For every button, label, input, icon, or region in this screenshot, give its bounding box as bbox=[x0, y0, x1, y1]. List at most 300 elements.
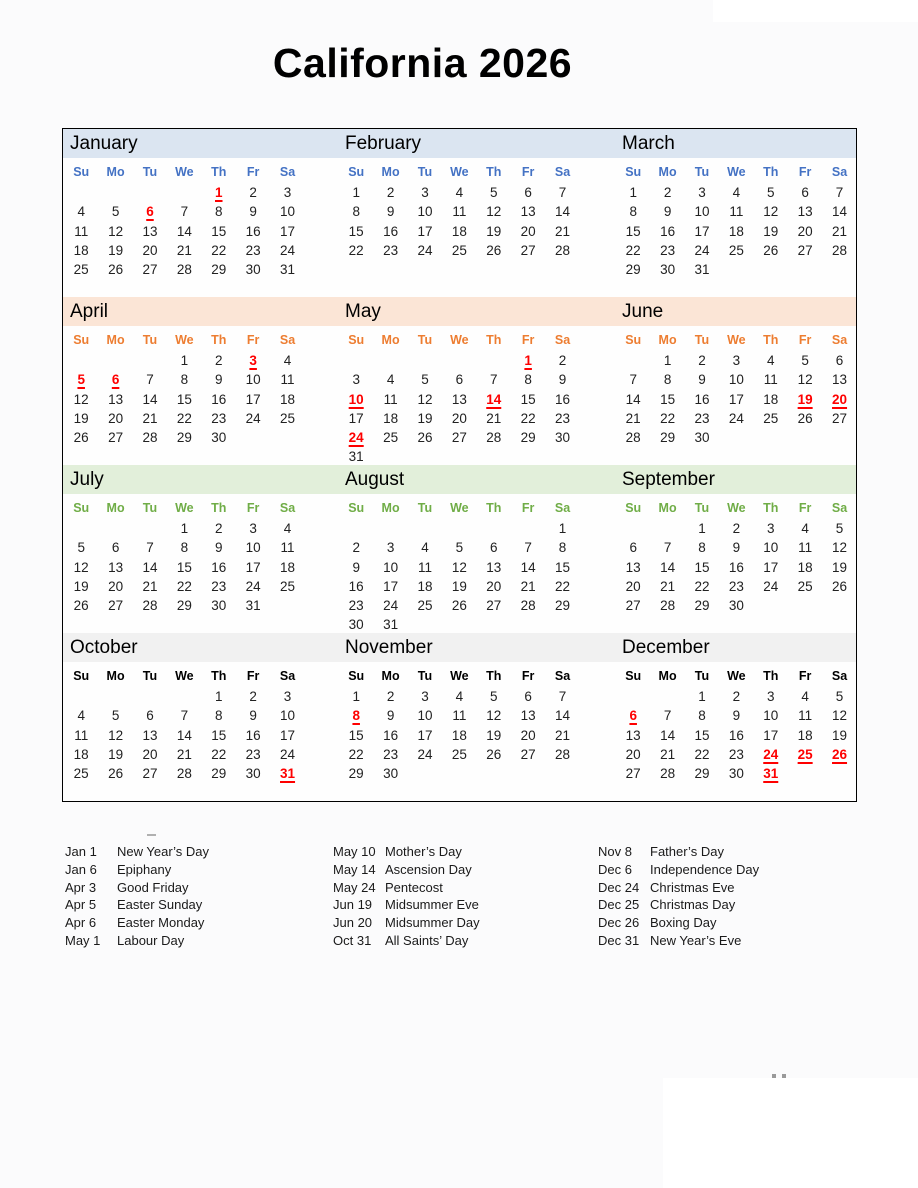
day-cell: 26 bbox=[797, 410, 813, 426]
day-cell: 7 bbox=[146, 372, 154, 388]
weekday-label: Mo bbox=[658, 669, 677, 683]
day-cell: 12 bbox=[108, 223, 124, 239]
day-cell: 21 bbox=[660, 746, 676, 762]
day-cell: 9 bbox=[558, 372, 567, 388]
day-cell: 26 bbox=[763, 242, 779, 258]
day-cell: 4 bbox=[77, 708, 85, 724]
day-cell: 12 bbox=[73, 391, 89, 407]
day-cell: 5 bbox=[111, 204, 120, 220]
day-cell: 15 bbox=[555, 559, 571, 575]
day-cell: 21 bbox=[832, 223, 848, 239]
day-cell: 9 bbox=[732, 540, 741, 556]
day-grid bbox=[64, 351, 338, 467]
day-cell: 26 bbox=[417, 430, 433, 446]
day-cell: 21 bbox=[142, 578, 158, 594]
day-cell: 24 bbox=[280, 746, 296, 762]
day-cell: 13 bbox=[486, 559, 502, 575]
day-cell: 10 bbox=[763, 708, 779, 724]
day-cell: 9 bbox=[663, 204, 672, 220]
day-cell: 12 bbox=[486, 204, 502, 220]
day-cell: 2 bbox=[663, 185, 672, 200]
day-cell: 15 bbox=[520, 391, 536, 407]
empty-cell bbox=[133, 519, 167, 538]
day-cell: 9 bbox=[215, 540, 223, 556]
empty-cell bbox=[511, 615, 545, 634]
page-title: California 2026 bbox=[272, 40, 573, 86]
day-cell: 15 bbox=[211, 727, 227, 743]
holiday-day-cell: 14 bbox=[486, 391, 502, 407]
day-cell: 28 bbox=[555, 242, 571, 258]
legend-date: Apr 6 bbox=[65, 915, 97, 931]
day-cell: 25 bbox=[383, 430, 399, 446]
weekday-label: Fr bbox=[246, 165, 260, 179]
weekday-label: Su bbox=[348, 333, 365, 347]
weekday-label: Sa bbox=[831, 333, 848, 347]
empty-cell bbox=[202, 279, 236, 298]
weekday-label: Mo bbox=[106, 333, 125, 347]
weekday-label: Su bbox=[625, 669, 642, 683]
empty-cell bbox=[788, 764, 822, 783]
month-title-august: August bbox=[345, 469, 405, 490]
weekday-label: We bbox=[175, 501, 194, 515]
day-cell: 6 bbox=[629, 540, 637, 556]
empty-cell bbox=[822, 783, 856, 802]
empty-cell bbox=[616, 615, 650, 634]
empty-cell bbox=[788, 279, 822, 298]
weekday-label: Fr bbox=[798, 501, 812, 515]
title-area bbox=[0, 40, 845, 87]
day-cell: 7 bbox=[558, 185, 567, 200]
day-cell: 18 bbox=[280, 391, 296, 407]
weekday-label: Su bbox=[625, 165, 642, 179]
day-cell: 3 bbox=[421, 689, 429, 704]
day-cell: 7 bbox=[835, 185, 844, 200]
empty-cell bbox=[650, 447, 684, 466]
weekday-label: Fr bbox=[521, 165, 535, 179]
empty-cell bbox=[64, 519, 98, 538]
month-title-may: May bbox=[345, 301, 381, 322]
day-cell: 20 bbox=[797, 223, 813, 239]
legend-holiday-name: Good Friday bbox=[117, 879, 189, 895]
legend-date: Jun 20 bbox=[333, 915, 373, 931]
empty-cell bbox=[202, 783, 236, 802]
day-cell: 22 bbox=[660, 410, 676, 426]
day-cell: 11 bbox=[798, 540, 813, 556]
day-cell: 24 bbox=[728, 410, 744, 426]
empty-cell bbox=[788, 596, 822, 615]
weekday-label: Tu bbox=[694, 501, 710, 515]
empty-cell bbox=[650, 615, 684, 634]
empty-cell bbox=[270, 615, 304, 634]
day-cell: 20 bbox=[108, 578, 124, 594]
weekday-label: Fr bbox=[798, 669, 812, 683]
weekday-label: Su bbox=[73, 501, 90, 515]
empty-cell bbox=[545, 783, 579, 802]
day-cell: 15 bbox=[694, 559, 710, 575]
day-cell: 23 bbox=[383, 242, 399, 258]
empty-cell bbox=[822, 279, 856, 298]
scan-artifact-dash bbox=[147, 834, 156, 836]
day-cell: 13 bbox=[625, 727, 641, 743]
legend-column-2 bbox=[333, 843, 598, 950]
legend-item bbox=[333, 843, 598, 861]
day-cell: 4 bbox=[283, 353, 292, 368]
empty-cell bbox=[167, 687, 201, 706]
day-cell: 25 bbox=[73, 262, 89, 278]
day-cell: 5 bbox=[421, 372, 429, 388]
weekday-header bbox=[339, 497, 615, 519]
empty-cell bbox=[64, 783, 98, 802]
empty-cell bbox=[719, 615, 753, 634]
day-cell: 31 bbox=[694, 262, 710, 278]
day-cell: 11 bbox=[452, 708, 467, 724]
day-cell: 29 bbox=[520, 430, 536, 446]
weekday-label: Sa bbox=[831, 501, 848, 515]
day-cell: 26 bbox=[832, 578, 848, 594]
day-grid bbox=[339, 519, 615, 635]
day-cell: 2 bbox=[249, 185, 257, 200]
day-cell: 8 bbox=[180, 372, 189, 388]
day-cell: 21 bbox=[176, 242, 192, 258]
day-cell: 18 bbox=[280, 559, 296, 575]
day-cell: 4 bbox=[767, 353, 775, 368]
legend-holiday-name: Independence Day bbox=[650, 861, 760, 877]
day-cell: 23 bbox=[211, 578, 227, 594]
legend-item bbox=[598, 879, 865, 897]
weekday-label: Tu bbox=[142, 669, 158, 683]
day-cell: 16 bbox=[728, 559, 744, 575]
day-grid bbox=[339, 351, 615, 467]
legend-item bbox=[598, 914, 865, 932]
weekday-label: Th bbox=[486, 333, 502, 347]
day-cell: 7 bbox=[663, 708, 672, 724]
day-cell: 26 bbox=[73, 598, 89, 614]
empty-cell bbox=[236, 428, 270, 447]
day-cell: 16 bbox=[555, 391, 571, 407]
weekday-label: Th bbox=[763, 333, 779, 347]
day-cell: 6 bbox=[801, 185, 809, 200]
weekday-label: Sa bbox=[279, 333, 296, 347]
holiday-day-cell: 24 bbox=[763, 746, 779, 762]
empty-cell bbox=[685, 279, 719, 298]
day-cell: 6 bbox=[835, 353, 844, 368]
empty-cell bbox=[270, 596, 304, 615]
weekday-label: We bbox=[175, 165, 194, 179]
day-cell: 4 bbox=[801, 521, 809, 536]
day-cell: 26 bbox=[108, 262, 124, 278]
day-cell: 10 bbox=[280, 204, 296, 220]
weekday-label: Fr bbox=[246, 333, 260, 347]
day-cell: 15 bbox=[176, 559, 192, 575]
day-cell: 30 bbox=[245, 766, 261, 782]
legend-item bbox=[65, 843, 333, 861]
day-cell: 20 bbox=[625, 578, 641, 594]
day-grid bbox=[616, 519, 856, 635]
empty-cell bbox=[408, 279, 442, 298]
month-title-february: February bbox=[345, 133, 422, 154]
day-cell: 29 bbox=[555, 598, 571, 614]
day-cell: 4 bbox=[455, 689, 464, 704]
empty-cell bbox=[616, 351, 650, 370]
day-cell: 15 bbox=[660, 391, 676, 407]
day-cell: 13 bbox=[797, 204, 813, 220]
day-cell: 4 bbox=[801, 689, 809, 704]
day-cell: 21 bbox=[555, 727, 571, 743]
legend-item bbox=[598, 861, 865, 879]
day-cell: 7 bbox=[490, 372, 498, 388]
day-cell: 24 bbox=[763, 578, 779, 594]
empty-cell bbox=[64, 351, 98, 370]
day-cell: 5 bbox=[490, 689, 498, 704]
day-cell: 21 bbox=[520, 578, 536, 594]
day-cell: 26 bbox=[108, 766, 124, 782]
day-cell: 23 bbox=[660, 242, 676, 258]
empty-cell bbox=[98, 183, 132, 202]
empty-cell bbox=[719, 428, 753, 447]
weekday-header bbox=[339, 329, 615, 351]
day-cell: 11 bbox=[74, 727, 89, 743]
day-cell: 23 bbox=[383, 746, 399, 762]
day-cell: 6 bbox=[524, 689, 532, 704]
empty-cell bbox=[64, 279, 98, 298]
legend-holiday-name: Midsummer Eve bbox=[385, 897, 479, 913]
day-cell: 27 bbox=[625, 598, 641, 614]
day-cell: 12 bbox=[832, 708, 848, 724]
day-cell: 19 bbox=[108, 746, 124, 762]
day-cell: 21 bbox=[176, 746, 192, 762]
weekday-label: Mo bbox=[106, 501, 125, 515]
day-cell: 17 bbox=[245, 559, 261, 575]
weekday-label: Mo bbox=[381, 165, 400, 179]
empty-cell bbox=[167, 447, 201, 466]
quarter-row-1 bbox=[63, 129, 856, 297]
weekday-label: Tu bbox=[694, 333, 710, 347]
month-december bbox=[615, 662, 856, 803]
day-cell: 25 bbox=[280, 410, 296, 426]
holiday-day-cell: 31 bbox=[763, 766, 779, 782]
empty-cell bbox=[408, 351, 442, 370]
month-title-march: March bbox=[622, 133, 675, 154]
day-cell: 2 bbox=[386, 689, 395, 704]
day-cell: 16 bbox=[383, 223, 399, 239]
day-cell: 8 bbox=[629, 204, 637, 220]
day-cell: 17 bbox=[417, 727, 433, 743]
legend-item bbox=[333, 932, 598, 950]
day-cell: 29 bbox=[176, 430, 192, 446]
day-cell: 8 bbox=[180, 540, 189, 556]
day-cell: 8 bbox=[352, 204, 360, 220]
empty-cell bbox=[545, 764, 579, 783]
day-cell: 27 bbox=[520, 242, 536, 258]
day-cell: 11 bbox=[280, 540, 295, 556]
weekday-label: Su bbox=[73, 333, 90, 347]
day-cell: 17 bbox=[417, 223, 433, 239]
day-cell: 1 bbox=[352, 689, 360, 704]
day-cell: 1 bbox=[352, 185, 360, 200]
empty-cell bbox=[477, 615, 511, 634]
day-cell: 16 bbox=[694, 391, 710, 407]
weekday-header bbox=[339, 161, 615, 183]
day-cell: 13 bbox=[451, 391, 467, 407]
quarter-row-3 bbox=[63, 465, 856, 633]
empty-cell bbox=[236, 447, 270, 466]
day-cell: 1 bbox=[629, 185, 637, 200]
day-cell: 16 bbox=[245, 223, 261, 239]
day-cell: 11 bbox=[74, 223, 89, 239]
empty-cell bbox=[339, 519, 373, 538]
holiday-day-cell: 25 bbox=[797, 746, 813, 762]
month-august bbox=[338, 494, 615, 635]
day-cell: 10 bbox=[417, 204, 433, 220]
day-cell: 19 bbox=[486, 223, 502, 239]
weekday-label: Mo bbox=[381, 501, 400, 515]
empty-cell bbox=[64, 687, 98, 706]
day-cell: 19 bbox=[832, 559, 848, 575]
day-cell: 17 bbox=[763, 559, 779, 575]
empty-cell bbox=[133, 615, 167, 634]
day-cell: 8 bbox=[215, 204, 223, 220]
day-cell: 20 bbox=[108, 410, 124, 426]
day-cell: 29 bbox=[694, 598, 710, 614]
day-cell: 18 bbox=[728, 223, 744, 239]
day-cell: 10 bbox=[245, 372, 261, 388]
day-cell: 13 bbox=[625, 559, 641, 575]
legend-item bbox=[598, 896, 865, 914]
day-cell: 11 bbox=[417, 559, 432, 575]
empty-cell bbox=[788, 428, 822, 447]
legend-item bbox=[598, 843, 865, 861]
day-cell: 9 bbox=[215, 372, 223, 388]
empty-cell bbox=[616, 519, 650, 538]
empty-cell bbox=[133, 783, 167, 802]
weekday-label: We bbox=[727, 501, 746, 515]
day-cell: 18 bbox=[73, 746, 89, 762]
empty-cell bbox=[754, 596, 788, 615]
day-cell: 8 bbox=[698, 708, 706, 724]
empty-cell bbox=[442, 351, 476, 370]
empty-cell bbox=[270, 428, 304, 447]
empty-cell bbox=[373, 783, 407, 802]
day-cell: 13 bbox=[520, 204, 536, 220]
day-cell: 25 bbox=[763, 410, 779, 426]
day-cell: 11 bbox=[729, 204, 744, 220]
empty-cell bbox=[511, 447, 545, 466]
weekday-label: Fr bbox=[798, 333, 812, 347]
empty-cell bbox=[650, 279, 684, 298]
empty-cell bbox=[511, 519, 545, 538]
day-cell: 5 bbox=[835, 689, 844, 704]
day-cell: 3 bbox=[732, 353, 741, 368]
day-cell: 30 bbox=[728, 766, 744, 782]
empty-cell bbox=[133, 447, 167, 466]
empty-cell bbox=[545, 260, 579, 279]
day-cell: 11 bbox=[763, 372, 778, 388]
day-cell: 9 bbox=[386, 204, 395, 220]
empty-cell bbox=[822, 764, 856, 783]
day-cell: 24 bbox=[694, 242, 710, 258]
holiday-day-cell: 3 bbox=[249, 353, 257, 368]
weekday-label: Mo bbox=[381, 669, 400, 683]
weekday-header bbox=[64, 665, 338, 687]
day-cell: 28 bbox=[660, 766, 676, 782]
empty-cell bbox=[98, 279, 132, 298]
day-cell: 10 bbox=[694, 204, 710, 220]
day-cell: 24 bbox=[417, 242, 433, 258]
day-cell: 14 bbox=[555, 204, 571, 220]
day-cell: 14 bbox=[625, 391, 641, 407]
legend-date: Nov 8 bbox=[598, 844, 632, 859]
months-row bbox=[63, 494, 856, 633]
empty-cell bbox=[477, 260, 511, 279]
weekday-label: Th bbox=[763, 501, 779, 515]
empty-cell bbox=[373, 260, 407, 279]
day-cell: 3 bbox=[421, 185, 429, 200]
day-cell: 18 bbox=[417, 578, 433, 594]
day-cell: 12 bbox=[797, 372, 813, 388]
day-cell: 3 bbox=[352, 372, 360, 388]
day-cell: 6 bbox=[111, 540, 120, 556]
weekday-label: Su bbox=[625, 333, 642, 347]
empty-cell bbox=[167, 783, 201, 802]
day-cell: 17 bbox=[694, 223, 710, 239]
day-cell: 17 bbox=[245, 391, 261, 407]
day-cell: 29 bbox=[625, 262, 641, 278]
legend-date: Dec 25 bbox=[598, 897, 640, 913]
day-cell: 9 bbox=[386, 708, 395, 724]
empty-cell bbox=[408, 783, 442, 802]
empty-cell bbox=[167, 183, 201, 202]
holiday-day-cell: 26 bbox=[832, 746, 848, 762]
legend-date: Dec 24 bbox=[598, 879, 640, 895]
weekday-label: Fr bbox=[246, 501, 260, 515]
weekday-label: Sa bbox=[279, 501, 296, 515]
empty-cell bbox=[650, 519, 684, 538]
day-cell: 3 bbox=[767, 689, 775, 704]
day-cell: 5 bbox=[77, 540, 85, 556]
empty-cell bbox=[339, 783, 373, 802]
day-cell: 17 bbox=[348, 410, 364, 426]
empty-cell bbox=[442, 260, 476, 279]
day-cell: 27 bbox=[142, 766, 158, 782]
weekday-label: Th bbox=[763, 669, 779, 683]
day-grid bbox=[64, 183, 338, 299]
month-september bbox=[615, 494, 856, 635]
day-cell: 28 bbox=[176, 262, 192, 278]
day-cell: 2 bbox=[352, 540, 360, 556]
empty-cell bbox=[270, 279, 304, 298]
day-cell: 8 bbox=[215, 708, 223, 724]
day-cell: 23 bbox=[728, 746, 744, 762]
day-cell: 25 bbox=[451, 242, 467, 258]
empty-cell bbox=[822, 428, 856, 447]
weekday-header bbox=[64, 161, 338, 183]
day-cell: 23 bbox=[728, 578, 744, 594]
day-cell: 28 bbox=[142, 598, 158, 614]
day-grid bbox=[616, 183, 856, 299]
day-cell: 29 bbox=[211, 766, 227, 782]
day-cell: 16 bbox=[245, 727, 261, 743]
day-cell: 28 bbox=[176, 766, 192, 782]
quarter-row-2 bbox=[63, 297, 856, 465]
day-cell: 12 bbox=[108, 727, 124, 743]
day-cell: 29 bbox=[348, 766, 364, 782]
weekday-label: Tu bbox=[417, 669, 433, 683]
empty-cell bbox=[442, 447, 476, 466]
day-cell: 24 bbox=[280, 242, 296, 258]
day-cell: 22 bbox=[694, 746, 710, 762]
day-cell: 8 bbox=[698, 540, 706, 556]
day-cell: 28 bbox=[486, 430, 502, 446]
